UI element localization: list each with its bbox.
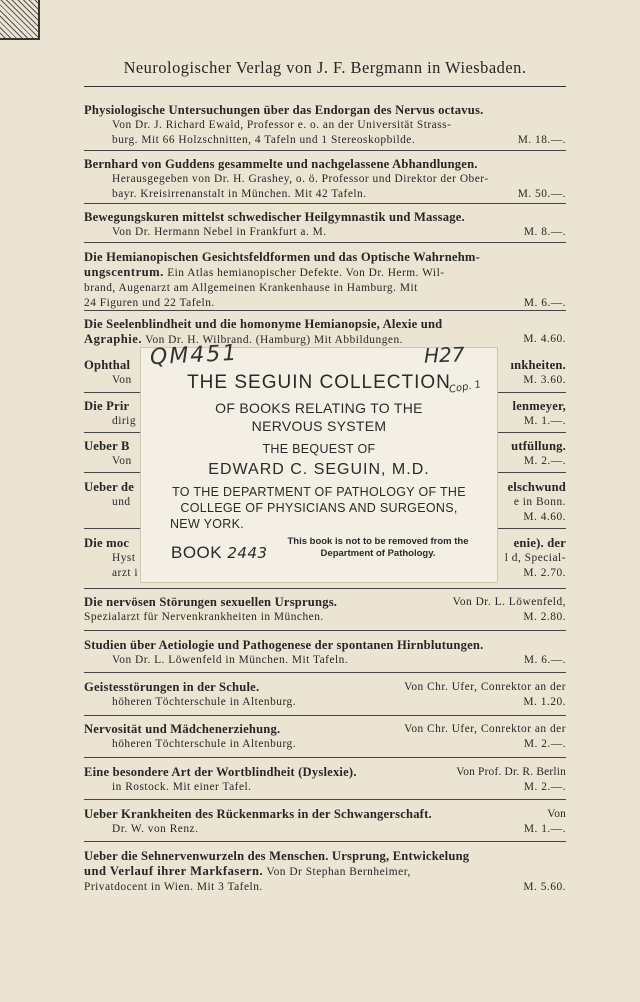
entry-price: M. 2.—.	[523, 781, 566, 793]
entry-price: M. 2.—.	[523, 738, 566, 750]
bookplate-donor: EDWARD C. SEGUIN, M.D.	[208, 461, 430, 478]
handwritten-copy-number: Cop. 1	[448, 379, 482, 396]
entry-divider	[84, 310, 566, 311]
obscured-entry-right: ınkheiten. M. 3.60.	[510, 358, 566, 386]
catalog-entry	[84, 721, 566, 752]
entry-price: M. 1.20.	[523, 696, 566, 708]
header-rule	[84, 86, 566, 87]
catalog-entry	[84, 637, 566, 668]
entry-title: Bewegungskuren mittelst schwedischer Heilgymnastik und Massage.	[84, 210, 465, 224]
entry-title: Die Hemianopischen Gesichtsfeldformen und das Optische Wahrnehm-	[84, 250, 480, 264]
entry-title: Geistesstörungen in der Schule. Von Chr. Ufer, Conrektor an der	[84, 680, 566, 694]
entry-title: Bernhard von Guddens gesammelte und nachgelassene Abhandlungen.	[84, 157, 478, 171]
obscured-entry-right: elschwund e in Bonn. M. 4.60.	[507, 480, 566, 523]
entry-title: Die Seelenblindheit und die homonyme Hemianopsie, Alexie und	[84, 317, 443, 331]
entry-divider	[84, 715, 566, 716]
entry-body: ungscentrum. Ein Atlas hemianopischer Defekte. Von Dr. Herm. Wil-	[84, 265, 445, 279]
obscured-entry-left: Ueber B Von	[84, 439, 132, 467]
obscured-entry-right: utfüllung. M. 2.—.	[511, 439, 566, 467]
entry-body: M. 5.60. Privatdocent in Wien. Mit 3 Tafeln.	[84, 881, 566, 893]
entry-body: M. 8.—. Von Dr. Hermann Nebel in Frankfurt a. M.	[112, 226, 566, 238]
bookplate-book-number: BOOK 2443	[171, 543, 268, 562]
entry-divider	[84, 799, 566, 800]
entry-divider	[84, 432, 140, 433]
bookplate-line: NEW YORK.	[169, 517, 244, 531]
catalog-entry	[84, 249, 566, 311]
obscured-entry-right: enie). der l d, Special- M. 2.70.	[504, 536, 566, 579]
entry-price: M. 8.—.	[523, 226, 566, 238]
entry-divider	[84, 203, 566, 204]
entry-body: Von Dr. J. Richard Ewald, Professor e. o. an der Universität Strass-	[112, 119, 452, 131]
entry-divider	[84, 392, 140, 393]
entry-divider	[496, 472, 566, 473]
entry-body: M. 4.60. Agraphie. Von Dr. H. Wilbrand. (Hamburg) Mit Abbildungen.	[84, 332, 566, 346]
publisher-header: Neurologischer Verlag von J. F. Bergmann in Wiesbaden.	[123, 58, 527, 77]
entry-body: M. 18.—. burg. Mit 66 Holzschnitten, 4 Tafeln und 1 Stereoskopbilde.	[112, 134, 566, 146]
entry-title: Physiologische Untersuchungen über das Endorgan des Nervus octavus.	[84, 103, 484, 117]
entry-price: M. 2.80.	[523, 611, 566, 623]
entry-title: Eine besondere Art der Wortblindheit (Dyslexie). Von Prof. Dr. R. Berlin	[84, 765, 566, 779]
bookplate-line: THE BEQUEST OF	[262, 442, 376, 456]
entry-price: M. 50.—.	[517, 188, 566, 200]
entry-body: M. 1.—. Dr. W. von Renz.	[112, 823, 566, 835]
handwritten-cutter-number: H27	[423, 342, 465, 368]
handwritten-call-number: QM451	[149, 340, 239, 371]
catalog-entry	[84, 316, 566, 348]
entry-price: M. 1.—.	[523, 823, 566, 835]
entry-body: und Verlauf ihrer Markfasern. Von Dr Stephan Bernheimer,	[84, 864, 411, 878]
entry-title: Nervosität und Mädchenerziehung. Von Chr. Ufer, Conrektor an der	[84, 722, 566, 736]
entry-divider	[84, 757, 566, 758]
catalog-entry	[84, 764, 566, 795]
obscured-entry-left: Die Prir dirig	[84, 399, 137, 427]
corner-ornament	[0, 0, 40, 40]
entry-price: M. 5.60.	[523, 881, 566, 893]
entry-body: M. 50.—. bayr. Kreisirrenanstalt in München. Mit 42 Tafeln.	[112, 188, 566, 200]
catalog-entry	[84, 209, 566, 240]
catalog-entry	[84, 594, 566, 625]
bookplate-notice: This book is not to be removed from the Department of Pathology.	[287, 536, 469, 559]
bookplate-line: TO THE DEPARTMENT OF PATHOLOGY OF THE	[172, 485, 466, 499]
entry-divider	[84, 472, 140, 473]
entry-price: M. 6.—.	[523, 654, 566, 666]
entry-divider	[496, 392, 566, 393]
catalog-entry	[84, 848, 566, 895]
entry-divider	[84, 630, 566, 631]
obscured-entry-left: Die moc Hyst arzt i	[84, 536, 139, 579]
entry-body: M. 6.—. 24 Figuren und 22 Tafeln.	[84, 297, 566, 309]
entry-body: M. 2.80. Spezialarzt für Nervenkrankheiten in München.	[84, 611, 566, 623]
entry-divider	[496, 432, 566, 433]
obscured-entry-left: Ueber de und	[84, 480, 134, 508]
entry-divider	[84, 841, 566, 842]
entry-price: M. 18.—.	[517, 134, 566, 146]
entry-title: Ueber Krankheiten des Rückenmarks in der Schwangerschaft. Von	[84, 807, 566, 821]
entry-price: M. 6.—.	[523, 297, 566, 309]
entry-title: Ueber die Sehnervenwurzeln des Menschen. Ursprung, Entwickelung	[84, 849, 470, 863]
entry-divider	[84, 150, 566, 151]
obscured-entry-left: Ophthal Von	[84, 358, 132, 386]
obscured-entry-right: lenmeyer, M. 1.—.	[512, 399, 566, 427]
entry-divider	[496, 528, 566, 529]
entry-divider	[84, 672, 566, 673]
bookplate-line: COLLEGE OF PHYSICIANS AND SURGEONS,	[180, 501, 458, 515]
catalog-entry	[84, 156, 566, 202]
entry-divider	[84, 588, 566, 589]
entry-body: M. 6.—. Von Dr. L. Löwenfeld in München. Mit Tafeln.	[112, 654, 566, 666]
bookplate-title: THE SEGUIN COLLECTION	[187, 372, 451, 393]
entry-body: brand, Augenarzt am Allgemeinen Krankenhause in Hamburg. Mit	[84, 282, 418, 294]
entry-divider	[84, 242, 566, 243]
catalog-entry	[84, 102, 566, 148]
catalog-entry	[84, 806, 566, 837]
entry-body: M. 1.20. höheren Töchterschule in Altenburg.	[112, 696, 566, 708]
entry-body: M. 2.—. in Rostock. Mit einer Tafel.	[112, 781, 566, 793]
entry-title: Studien über Aetiologie und Pathogenese der spontanen Hirnblutungen.	[84, 638, 484, 652]
entry-body: Herausgegeben von Dr. H. Grashey, o. ö. Professor und Direktor der Ober-	[112, 173, 489, 185]
seguin-collection-bookplate	[140, 347, 498, 583]
catalog-entry	[84, 679, 566, 710]
entry-title: Die nervösen Störungen sexuellen Ursprungs. Von Dr. L. Löwenfeld,	[84, 595, 566, 609]
bookplate-line: OF BOOKS RELATING TO THE	[215, 400, 423, 416]
entry-price: M. 4.60.	[523, 333, 566, 345]
entry-body: M. 2.—. höheren Töchterschule in Altenburg.	[112, 738, 566, 750]
bookplate-line: NERVOUS SYSTEM	[251, 418, 387, 434]
